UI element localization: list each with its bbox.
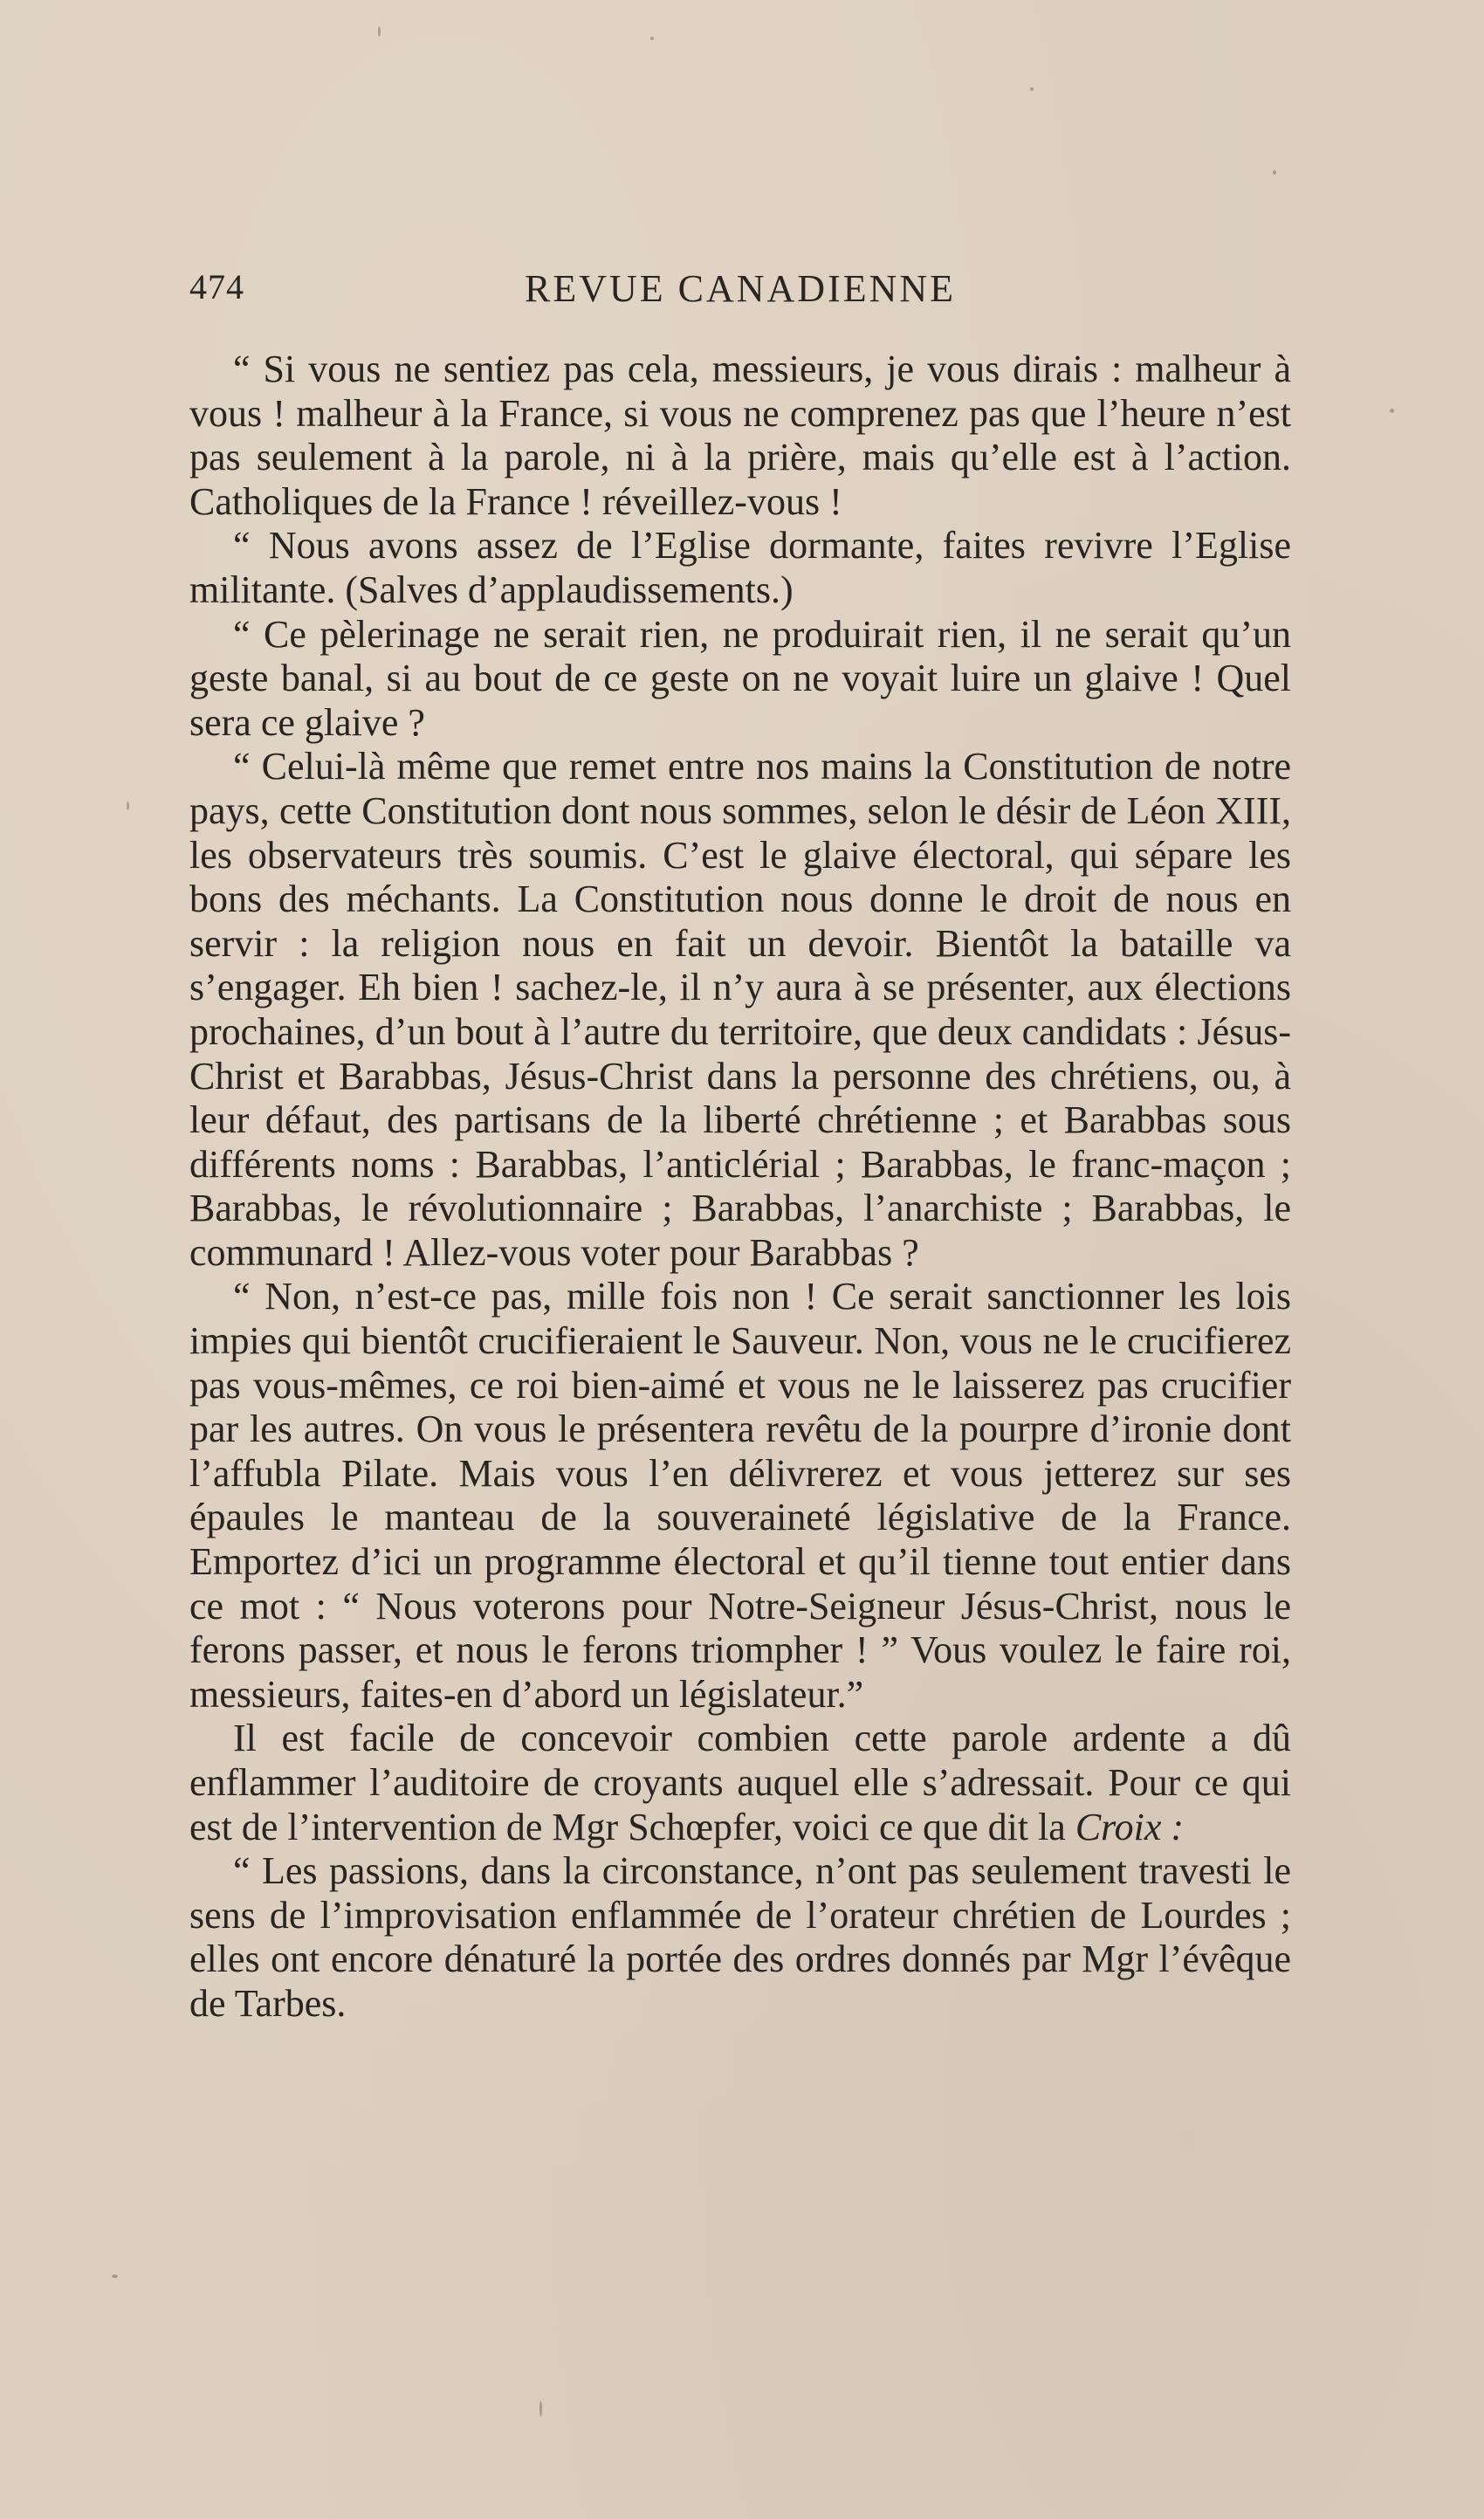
paper-speck (127, 802, 129, 810)
paragraph: “ Ce pèlerinage ne serait rien, ne produirait rien, il ne serait qu’un geste banal, si au bout de ce geste on ne voyait luire un glaive ! Quel sera ce glaive ? (189, 612, 1291, 744)
paper-speck (650, 37, 654, 40)
paper-speck (378, 26, 381, 37)
paper-speck (112, 2275, 118, 2278)
newspaper-title: Croix : (1075, 1805, 1185, 1848)
running-title: REVUE CANADIENNE (524, 267, 957, 310)
paragraph (189, 1717, 1291, 1849)
page-number: 474 (189, 267, 244, 306)
paper-speck (1030, 87, 1034, 91)
paper-speck (539, 2401, 542, 2417)
body-text (189, 348, 1291, 2027)
paragraph-text: Il est facile de concevoir combien cette parole ardente a dû enflammer l’auditoire de croyants auquel elle s’adressait. Pour ce qui est de l’intervention de Mgr Schœpfer, voici ce que dit la (189, 1717, 1291, 1848)
page-header (189, 266, 1291, 319)
paragraph: “ Non, n’est-ce pas, mille fois non ! Ce serait sanctionner les lois impies qui bientôt crucifieraient le Sauveur. Non, vous ne le crucifierez pas vous-mêmes, ce roi bien-aimé et vous ne le laisserez pas crucifier par les autres. On vous le présentera revêtu de la pourpre d’ironie dont l’affubla Pilate. Mais vous l’en délivrerez et vous jetterez sur ses épaules le manteau de la souveraineté législative de la France. Emportez d’ici un programme électoral et qu’il tienne tout entier dans ce mot : “ Nous voterons pour Notre-Seigneur Jésus-Christ, nous le ferons passer, et nous le ferons triompher ! ” Vous voulez le faire roi, messieurs, faites-en d’abord un législateur.” (189, 1275, 1291, 1716)
paragraph: “ Les passions, dans la circonstance, n’ont pas seulement travesti le sens de l’improvisation enflammée de l’orateur chrétien de Lourdes ; elles ont encore dénaturé la portée des ordres donnés par Mgr l’évêque de Tarbes. (189, 1849, 1291, 2025)
paragraph: “ Nous avons assez de l’Eglise dormante, faites revivre l’Eglise militante. (Salves d’applaudissements.) (189, 524, 1291, 611)
paragraph: “ Si vous ne sentiez pas cela, messieurs, je vous dirais : malheur à vous ! malheur à la France, si vous ne comprenez pas que l’heure n’est pas seulement à la parole, ni à la prière, mais qu’elle est à l’action. Catholiques de la France ! réveillez-vous ! (189, 348, 1291, 523)
paper-speck (1390, 409, 1394, 413)
paper-speck (1273, 170, 1276, 175)
paragraph: “ Celui-là même que remet entre nos mains la Constitution de notre pays, cette Constitution dont nous sommes, selon le désir de Léon XIII, les observateurs très soumis. C’est le glaive électoral, qui sépare les bons des méchants. La Constitution nous donne le droit de nous en servir : la religion nous en fait un devoir. Bientôt la bataille va s’engager. Eh bien ! sachez-le, il n’y aura à se présenter, aux élections prochaines, d’un bout à l’autre du territoire, que deux candidats : Jésus-Christ et Barabbas, Jésus-Christ dans la personne des chrétiens, ou, à leur défaut, des partisans de la liberté chrétienne ; et Barabbas sous différents noms : Barabbas, l’anticlérial ; Barabbas, le franc-maçon ; Barabbas, le révolutionnaire ; Barabbas, l’anarchiste ; Barabbas, le communard ! Allez-vous voter pour Barabbas ? (189, 745, 1291, 1274)
